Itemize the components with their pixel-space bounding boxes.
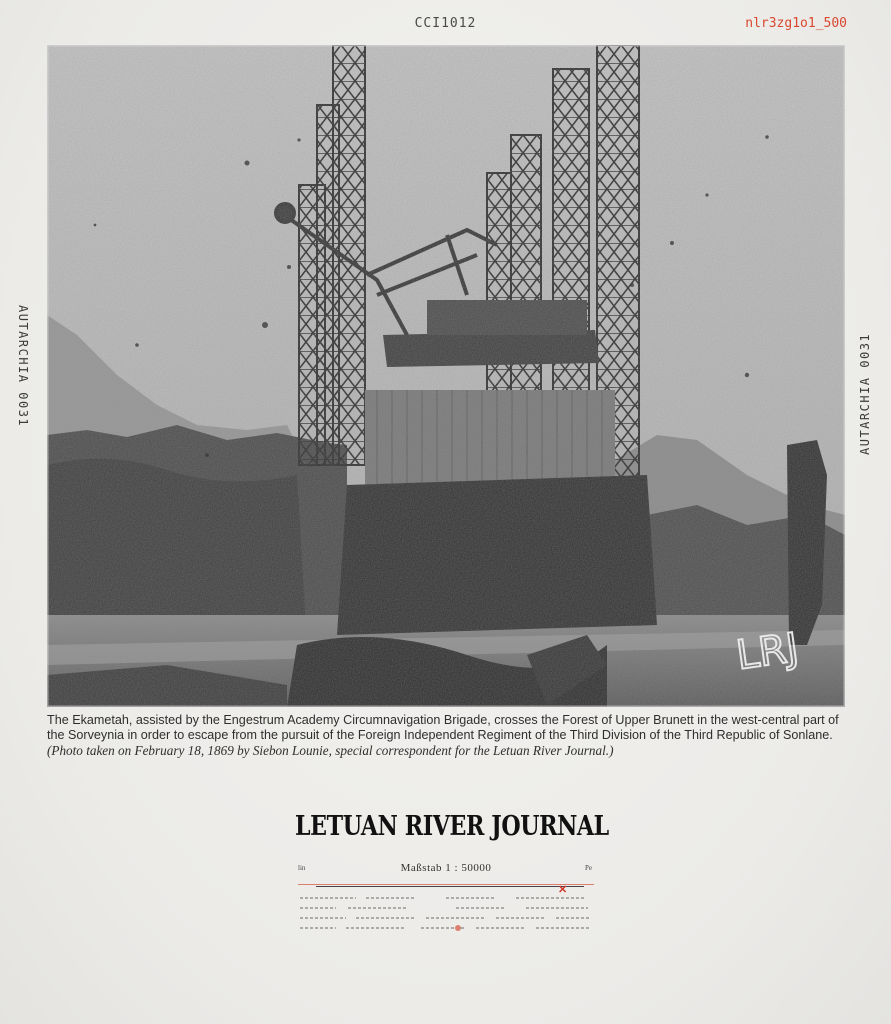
- side-label-left: [16, 305, 30, 455]
- map-legend-lines: [296, 890, 596, 936]
- caption-text: The Ekametah, assisted by the Engestrum Academy Circumnavigation Brigade, crosses the Forest of Upper Brunett in the west-central part of the Sorveynia in order to escape from the pursuit of the Foreign Independent Regiment of the Third Division of the Third Republic of Sonlane.: [47, 713, 839, 742]
- reference-code: nlr3zg1o1_500: [745, 16, 847, 31]
- journal-name: LETUAN RIVER JOURNAL: [295, 810, 609, 842]
- archival-photo: [47, 45, 845, 707]
- caption-credit: (Photo taken on February 18, 1869 by Siebon Lounie, special correspondent for the Letuan River Journal.): [47, 743, 614, 758]
- map-strip: [296, 858, 596, 936]
- map-tag-left: lin: [298, 864, 306, 872]
- photo-caption: [47, 713, 845, 759]
- map-red-mark: ✕: [558, 884, 568, 896]
- side-label-left-text: AUTARCHIA 0031: [16, 305, 30, 428]
- map-scale-label: Maßstab 1 : 50000: [400, 862, 492, 874]
- side-label-right-text: AUTARCHIA 0031: [858, 332, 872, 455]
- map-scale-line: [316, 886, 584, 887]
- catalog-code: CCI1012: [414, 16, 477, 31]
- photo-watermark: LRJ: [733, 624, 802, 679]
- journal-logo: [291, 800, 609, 852]
- photo-illustration: [47, 45, 845, 707]
- map-tag-right: Pe: [585, 864, 592, 872]
- side-label-right: [858, 305, 872, 455]
- map-red-line: [298, 884, 594, 885]
